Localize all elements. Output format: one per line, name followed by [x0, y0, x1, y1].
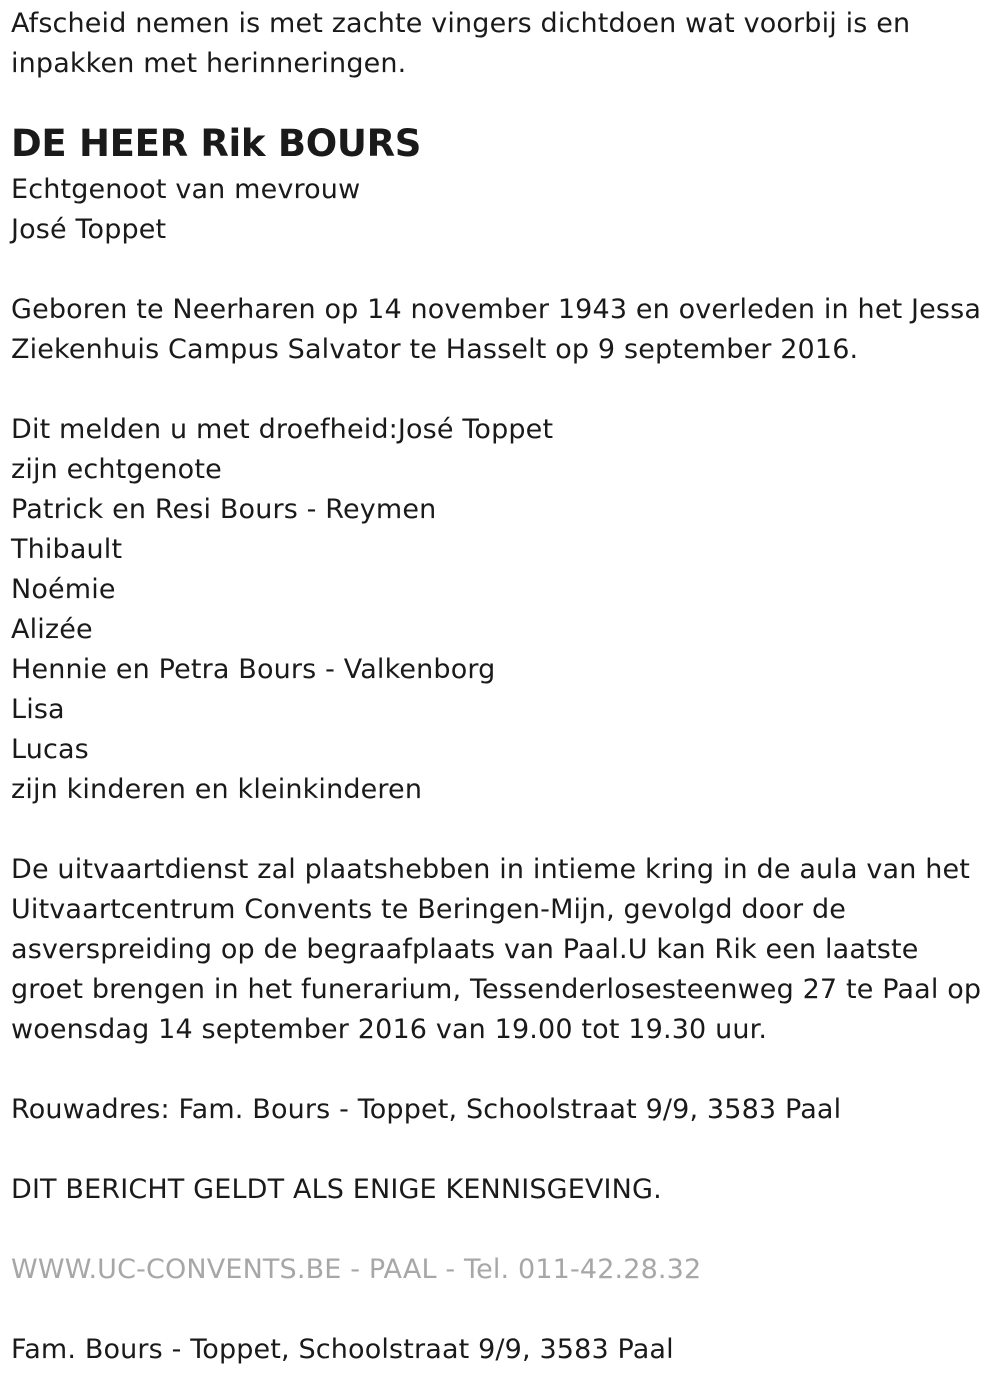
family-list [11, 410, 986, 810]
spouse-relation-line: Echtgenoot van mevrouw [11, 174, 361, 205]
birth-death-details: Geboren te Neerharen op 14 november 1943 en overleden in het Jessa Ziekenhuis Campus Salvator te Hasselt op 9 september 2016. [11, 294, 982, 365]
mourning-address: Rouwadres: Fam. Bours - Toppet, Schoolstraat 9/9, 3583 Paal [11, 1094, 842, 1125]
obituary-notice [11, 4, 986, 1370]
farewell-poem: Afscheid nemen is met zachte vingers dichtdoen wat voorbij is en inpakken met herinneringen. [11, 8, 911, 79]
family-address: Fam. Bours - Toppet, Schoolstraat 9/9, 3583 Paal [11, 1334, 674, 1365]
family-line: Lucas [11, 734, 89, 765]
family-line: Hennie en Petra Bours - Valkenborg [11, 654, 496, 685]
spouse-name: José Toppet [11, 214, 167, 245]
family-line: Dit melden u met droefheid:José Toppet [11, 414, 554, 445]
family-line: zijn kinderen en kleinkinderen [11, 774, 423, 805]
ceremony-details: De uitvaartdienst zal plaatshebben in intieme kring in de aula van het Uitvaartcentrum Convents te Beringen-Mijn, gevolgd door de asverspreiding op de begraafplaats van Paal.U kan Rik een laatste groet brengen in het funerarium, Tessenderlosesteenweg 27 te Paal op woensdag 14 september 2016 van 19.00 tot 19.30 uur. [11, 854, 982, 1045]
funeral-home-contact: WWW.UC-CONVENTS.BE - PAAL - Tel. 011-42.28.32 [11, 1254, 702, 1285]
family-line: zijn echtgenote [11, 454, 222, 485]
spouse-relation [11, 170, 986, 250]
family-line: Thibault [11, 534, 123, 565]
family-line: Noémie [11, 574, 116, 605]
family-line: Lisa [11, 694, 65, 725]
notice-statement: DIT BERICHT GELDT ALS ENIGE KENNISGEVING. [11, 1174, 662, 1205]
family-line: Patrick en Resi Bours - Reymen [11, 494, 437, 525]
deceased-name: DE HEER Rik BOURS [11, 122, 422, 165]
family-line: Alizée [11, 614, 93, 645]
